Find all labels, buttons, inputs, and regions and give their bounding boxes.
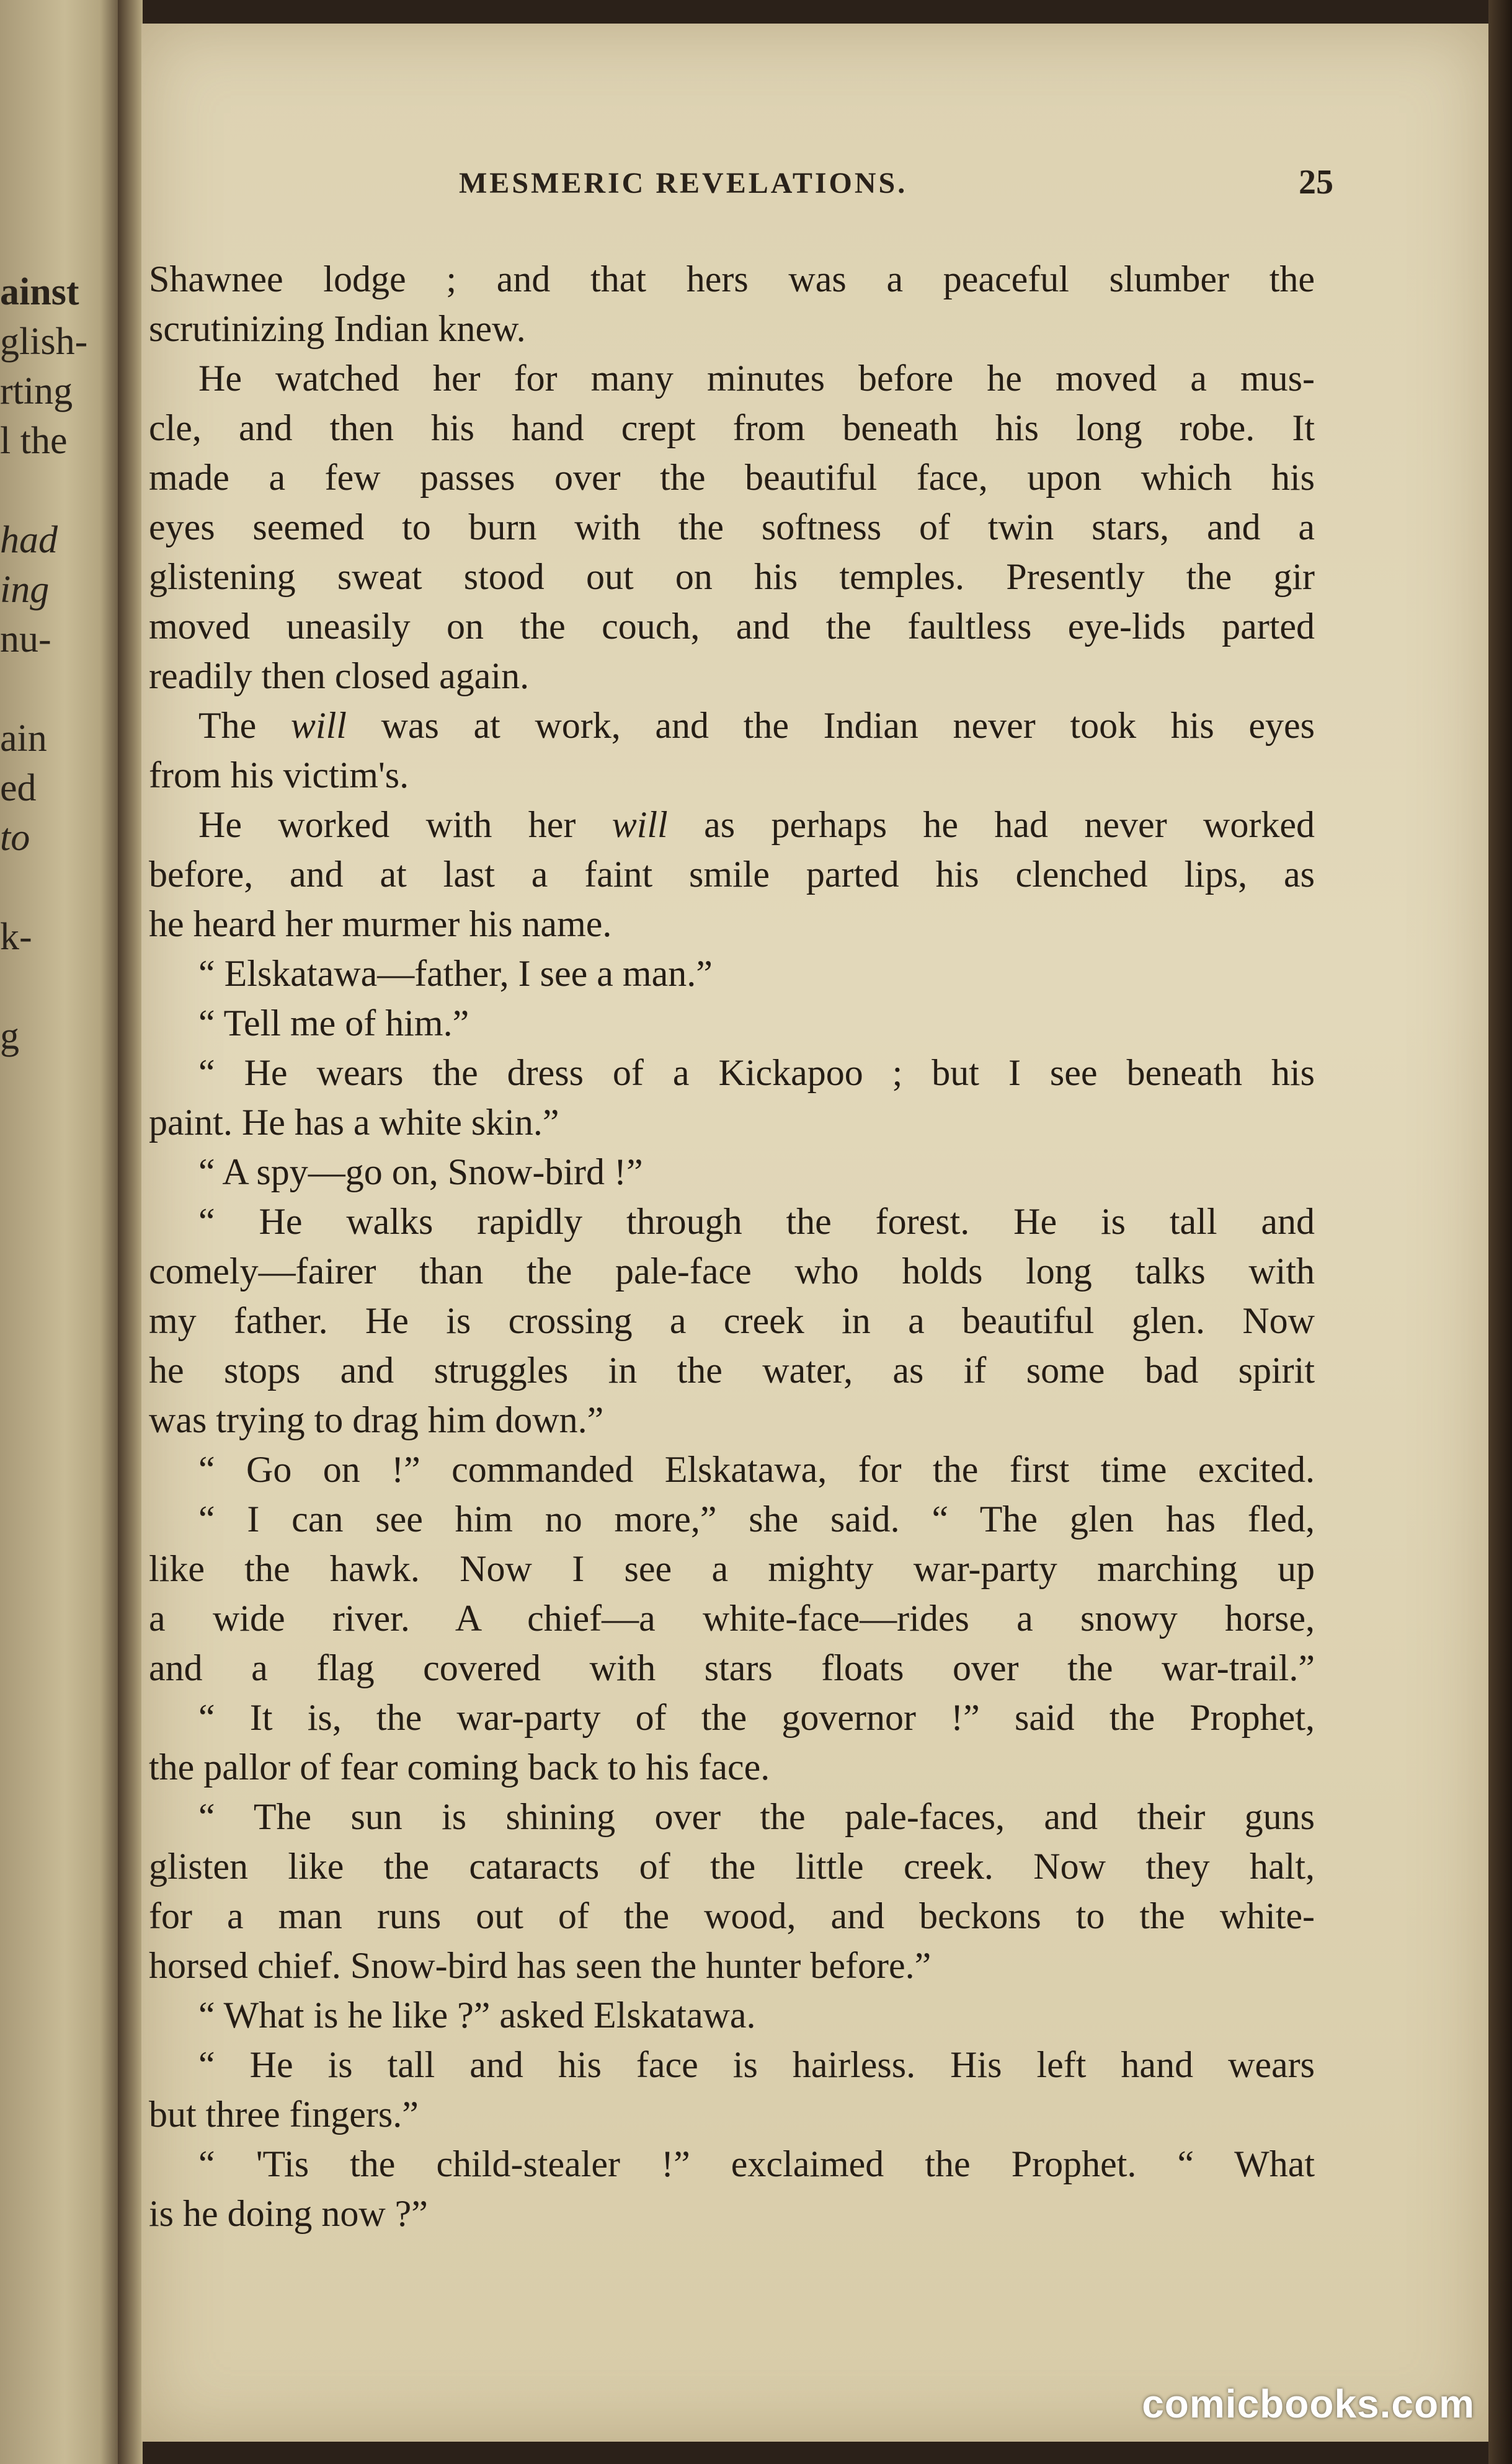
text-line: horsed chief. Snow-bird has seen the hunter before.” <box>149 1945 932 1986</box>
left-fragment-6: ing <box>0 569 50 611</box>
text-line: glisten like the cataracts of the little creek. Now they halt, <box>149 1846 1315 1887</box>
text-line: readily then closed again. <box>149 655 530 696</box>
text-line: “ What is he like ?” asked Elskatawa. <box>198 1995 756 2036</box>
text-line: and a flag covered with stars floats over the war-trail.” <box>149 1647 1315 1688</box>
text-line: “ He is tall and his face is hairless. His left hand wears <box>198 2044 1315 2085</box>
page-number: 25 <box>1299 163 1333 202</box>
text-line: “ Tell me of him.” <box>198 1003 469 1044</box>
left-fragment-5: had <box>0 519 58 561</box>
book-gutter <box>118 0 143 2464</box>
text-line: “ 'Tis the child-stealer !” exclaimed the Prophet. “ What <box>198 2143 1315 2184</box>
text-line: is he doing now ?” <box>149 2193 428 2234</box>
left-fragment-3: rting <box>0 370 73 412</box>
text-line: eyes seemed to burn with the softness of twin stars, and a <box>149 507 1315 547</box>
text-line: was trying to drag him down.” <box>149 1399 604 1440</box>
text-line: “ The sun is shining over the pale-faces, and their guns <box>198 1796 1315 1837</box>
left-fragment-9: ed <box>0 767 37 809</box>
text-line: he heard her murmer his name. <box>149 903 612 944</box>
left-fragment-2: glish- <box>0 321 88 363</box>
text-line: Shawnee lodge ; and that hers was a peaceful slumber the <box>149 259 1315 299</box>
text-line: The will was at work, and the Indian never took his eyes <box>198 705 1315 746</box>
left-fragment-10: to <box>0 817 30 859</box>
running-title: MESMERIC REVELATIONS. <box>459 167 908 200</box>
left-fragment-12: g <box>0 1015 19 1057</box>
text-line: before, and at last a faint smile parted his clenched lips, as <box>149 854 1315 895</box>
text-line: “ He wears the dress of a Kickapoo ; but I see beneath his <box>198 1052 1315 1093</box>
left-fragment-4: l the <box>0 420 68 462</box>
text-line: “ A spy—go on, Snow-bird !” <box>198 1151 643 1192</box>
left-fragment-7: nu- <box>0 618 51 660</box>
left-fragment-11: k- <box>0 916 32 958</box>
text-line: glistening sweat stood out on his temples. Presently the gir <box>149 556 1315 597</box>
watermark-logo: comicbooks.com <box>1142 2382 1475 2426</box>
body-text <box>149 254 1315 2238</box>
text-line: “ He walks rapidly through the forest. He is tall and <box>198 1201 1315 1242</box>
left-fragment-8: ain <box>0 717 47 760</box>
text-line: moved uneasily on the couch, and the faultless eye-lids parted <box>149 606 1315 647</box>
page-edge-shadow <box>1488 0 1512 2464</box>
text-line: like the hawk. Now I see a mighty war-party marching up <box>149 1548 1315 1589</box>
text-line: from his victim's. <box>149 755 409 795</box>
text-line: he stops and struggles in the water, as if some bad spirit <box>149 1350 1315 1391</box>
left-fragment-1: ainst <box>0 271 79 313</box>
text-line: He watched her for many minutes before he moved a mus- <box>198 358 1315 399</box>
text-line: a wide river. A chief—a white-face—rides a snowy horse, <box>149 1598 1315 1639</box>
text-line: scrutinizing Indian knew. <box>149 308 526 349</box>
text-line: the pallor of fear coming back to his face. <box>149 1747 770 1788</box>
text-line: paint. He has a white skin.” <box>149 1102 559 1143</box>
text-line: “ Go on !” commanded Elskatawa, for the first time excited. <box>198 1449 1315 1490</box>
text-line: but three fingers.” <box>149 2094 419 2135</box>
text-line: cle, and then his hand crept from beneath his long robe. It <box>149 407 1315 448</box>
text-line: “ I can see him no more,” she said. “ The glen has fled, <box>198 1499 1315 1540</box>
text-line: “ It is, the war-party of the governor !” said the Prophet, <box>198 1697 1315 1738</box>
text-line: made a few passes over the beautiful face, upon which his <box>149 457 1315 498</box>
page-header <box>329 163 1333 203</box>
text-line: “ Elskatawa—father, I see a man.” <box>198 953 713 994</box>
text-line: comely—fairer than the pale-face who holds long talks with <box>149 1251 1315 1292</box>
text-line: for a man runs out of the wood, and beckons to the white- <box>149 1895 1315 1936</box>
text-line: He worked with her will as perhaps he had never worked <box>198 804 1315 845</box>
text-line: my father. He is crossing a creek in a beautiful glen. Now <box>149 1300 1315 1341</box>
facing-page-edge <box>0 0 118 2464</box>
